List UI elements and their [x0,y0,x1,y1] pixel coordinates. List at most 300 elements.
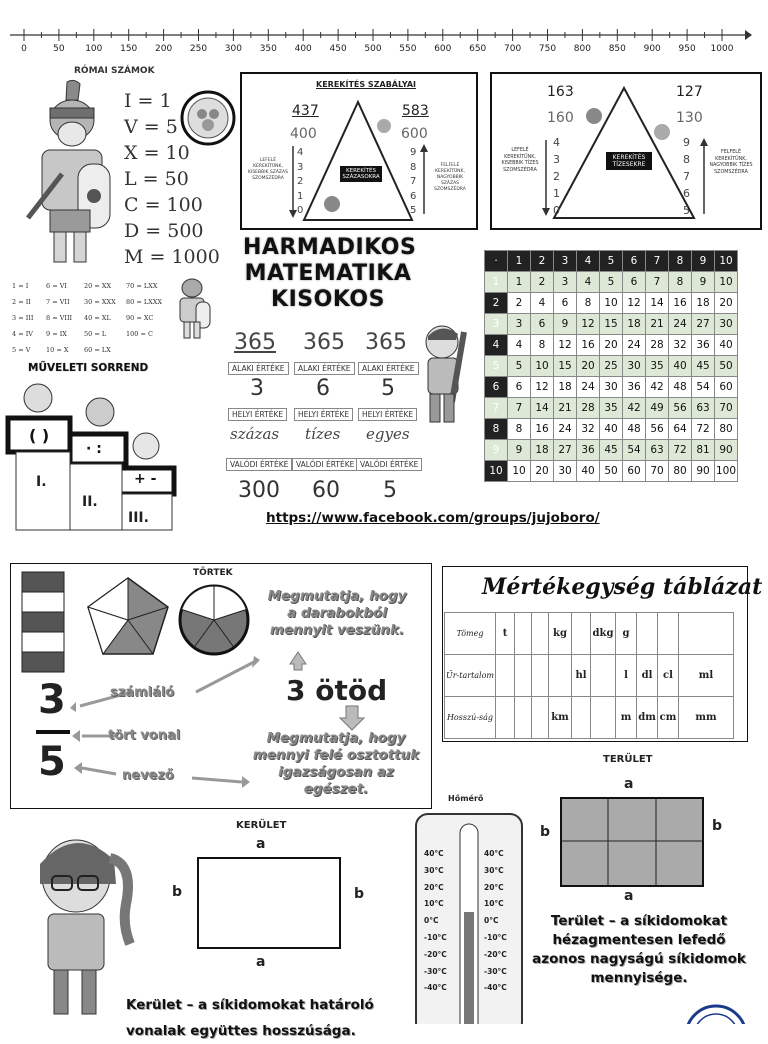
number-line-label: 300 [224,44,242,54]
rounding-tens-left-top: 163 [547,84,574,100]
digit: 0 [297,205,304,216]
mult-row [485,440,738,461]
roman-extra-entry: 1 = I [12,282,29,290]
valodi-value: 5 [383,478,397,503]
alaki-label: ALAKI ÉRTÉKE [358,362,419,375]
units-cell: l [616,655,637,697]
roman-extra-entry: 10 = X [46,346,69,354]
digit: 2 [553,170,560,183]
place-value-number: 365 [365,330,407,355]
digit: 3 [553,153,560,166]
mult-cell: 28 [577,398,600,419]
area-a-bottom: a [624,888,634,904]
digit: 5 [410,205,417,216]
area-b-right: b [712,818,723,834]
fraction-word: 3 ötöd [286,674,388,707]
mult-cell: 45 [600,440,623,461]
scale-label: 10°C [424,899,444,909]
scale-label: -40°C [484,983,507,993]
digit: 2 [297,176,304,187]
mult-cell: 3 [508,314,531,335]
units-cell: mm [679,697,734,739]
mult-row-header: 5 [485,356,508,377]
mult-cell: 35 [646,356,669,377]
roman-extra-entry: 90 = XC [126,314,154,322]
valodi-label: VALÓDI ÉRTÉKE [292,458,358,471]
mult-cell: 8 [669,272,692,293]
podium-step-2: II. [82,494,98,510]
mult-row [485,314,738,335]
mult-cell: 54 [692,377,715,398]
scale-label: 30°C [424,865,444,875]
mult-header-cell: 9 [692,251,715,272]
number-line-label: 850 [608,44,626,54]
rounding-hundreds-left-digits [297,146,303,219]
digit: 4 [297,147,304,158]
mult-cell: 6 [554,293,577,314]
units-cell [572,613,591,655]
number-line-label: 200 [155,44,173,54]
roman-extra-entry: 8 = VIII [46,314,73,322]
kid-with-pencil-illustration [420,322,476,428]
mult-cell: 21 [646,314,669,335]
number-line-label: 50 [53,44,65,54]
roman-extra-entry: 60 = LX [84,346,111,354]
mult-cell: 8 [531,335,554,356]
mult-cell: 20 [577,356,600,377]
fraction-top-explanation: Megmutatja, hogy a darabokból mennyit veszünk. [267,588,407,638]
mult-row-header: 1 [485,272,508,293]
rounding-title: KEREKÍTÉS SZABÁLYAI [316,80,417,89]
mult-cell: 15 [600,314,623,335]
mult-row [485,419,738,440]
digit: 4 [553,136,560,149]
mult-row-header: 9 [485,440,508,461]
mult-cell: 5 [600,272,623,293]
scale-label: -10°C [484,932,507,942]
units-cell: cl [658,655,679,697]
mult-header-cell: 3 [554,251,577,272]
mult-cell: 50 [600,461,623,482]
mult-cell: 9 [692,272,715,293]
mult-cell: 25 [600,356,623,377]
roman-extra-entry: 80 = LXXX [126,298,163,306]
area-title: TERÜLET [603,754,653,765]
digit: 7 [683,170,690,183]
units-cell: dkg [591,613,616,655]
number-line [0,10,768,60]
mult-cell: 18 [531,440,554,461]
units-row-label: Hosszú-ság [445,697,496,739]
title-line: MATEMATIKA [244,261,412,286]
units-cell [572,697,591,739]
rounding-hundreds-left-top: 437 [292,103,319,119]
mult-row [485,293,738,314]
number-line-label: 1000 [710,44,734,54]
perimeter-a-top: a [256,836,266,852]
mult-row [485,356,738,377]
mult-cell: 56 [669,398,692,419]
fraction-bottom-explanation: Megmutatja, hogy mennyi felé osztottuk igazságosan az egészet. [252,730,420,797]
mult-cell: 12 [554,335,577,356]
mult-cell: 48 [623,419,646,440]
mult-cell: 1 [508,272,531,293]
mult-cell: 10 [508,461,531,482]
units-cell [496,697,515,739]
alaki-value: 3 [250,376,264,401]
digit: 1 [553,187,560,200]
mult-cell: 64 [669,419,692,440]
mult-cell: 2 [508,293,531,314]
roman-entry: V = 5 [124,116,178,138]
mult-cell: 9 [508,440,531,461]
mult-row-header: 6 [485,377,508,398]
rounding-hundreds-left-note: LEFELÉ KEREKÍTÜNK, KISEBBIK SZÁZAS SZOMSZÉDRA [248,158,288,181]
digit: 5 [683,204,690,217]
roman-extra-entry: 40 = XL [84,314,111,322]
number-text: 365 [303,330,345,355]
mult-cell: 54 [623,440,646,461]
units-cell [549,655,572,697]
thermometer-title: Hőmérő [448,794,484,803]
mult-cell: 20 [600,335,623,356]
mult-cell: 12 [531,377,554,398]
digit: 9 [683,136,690,149]
mult-cell: 27 [554,440,577,461]
mult-cell: 14 [531,398,554,419]
roman-extra-entry: 70 = LXX [126,282,158,290]
units-cell: ml [679,655,734,697]
mult-header-cell: 5 [600,251,623,272]
mult-cell: 10 [600,293,623,314]
fraction-bar [36,730,70,734]
scale-label: 20°C [424,882,444,892]
mult-cell: 16 [577,335,600,356]
mult-row [485,335,738,356]
rounding-tens-left-digits [553,134,560,219]
units-cell: g [616,613,637,655]
number-line-label: 250 [189,44,208,54]
number-line-label: 650 [469,44,487,54]
mult-cell: 28 [646,335,669,356]
number-line-label: 800 [573,44,591,54]
helyi-label: HELYI ÉRTÉKE [358,408,417,421]
rounding-tens-center-label: KEREKÍTÉS TÍZESEKRE [606,152,652,170]
digit: 7 [410,176,417,187]
roman-soldier-illustration [22,78,122,268]
units-cell [515,655,532,697]
units-cell [532,655,549,697]
scale-label: -10°C [424,932,447,942]
rounding-hundreds-right-top: 583 [402,103,429,119]
units-cell [591,655,616,697]
mult-cell: 4 [577,272,600,293]
mult-cell: 12 [623,293,646,314]
scale-label: -30°C [484,966,507,976]
operation-symbol-3: + - [134,471,157,487]
rounding-tens-left-round: 160 [547,110,574,126]
podium-step-1: I. [36,474,47,490]
operation-symbol-1: ( ) [29,426,50,445]
scale-label: 0°C [484,916,499,926]
mult-cell: 18 [623,314,646,335]
number-line-label: 550 [399,44,417,54]
mult-cell: 7 [646,272,669,293]
thermometer-left-scale [424,846,447,997]
mult-cell: 40 [669,356,692,377]
logo-seal-icon [180,90,236,146]
roman-extra-entry: 20 = XX [84,282,112,290]
roman-extra-entry: 30 = XXX [84,298,116,306]
units-cell [658,613,679,655]
perimeter-title: KERÜLET [236,820,287,831]
units-cell [515,697,532,739]
number-line-label: 100 [85,44,103,54]
mult-cell: 80 [715,419,738,440]
roman-extra-entry: 7 = VII [46,298,70,306]
alaki-value: 6 [316,376,330,401]
helyi-value: tízes [305,425,341,443]
place-value-number: 365 [234,330,276,355]
mult-cell: 30 [715,314,738,335]
mult-cell: 70 [646,461,669,482]
roman-entry: C = 100 [124,194,203,216]
units-cell [496,655,515,697]
girl-with-glasses-illustration [26,824,138,1020]
units-cell: cm [658,697,679,739]
mult-cell: 40 [577,461,600,482]
units-cell: kg [549,613,572,655]
scale-label: -40°C [424,983,447,993]
mult-cell: 45 [692,356,715,377]
mult-cell: 20 [715,293,738,314]
mult-cell: 32 [577,419,600,440]
mult-cell: 70 [715,398,738,419]
mult-cell: 36 [623,377,646,398]
digit: 1 [297,190,304,202]
denominator-label: nevező [122,768,174,783]
perimeter-definition: Kerület – a síkidomokat határoló vonalak együttes hosszúsága. [126,997,374,1039]
mult-cell: 18 [692,293,715,314]
roman-entry: M = 1000 [124,246,220,268]
mult-cell: 24 [554,419,577,440]
digit: 3 [297,161,304,173]
perimeter-rectangle [197,857,341,949]
mult-header-cell: 1 [508,251,531,272]
mult-cell: 60 [715,377,738,398]
mult-cell: 4 [531,293,554,314]
roman-extra-entry: 50 = L [84,330,107,338]
scale-label: 40°C [484,849,504,858]
mult-cell: 30 [554,461,577,482]
mult-cell: 5 [508,356,531,377]
mult-cell: 24 [577,377,600,398]
scale-label: 20°C [484,882,504,892]
mult-cell: 56 [646,419,669,440]
alaki-label: ALAKI ÉRTÉKE [228,362,289,375]
scale-label: 30°C [484,865,504,875]
mult-cell: 3 [554,272,577,293]
scale-label: -20°C [484,949,507,959]
mult-cell: 50 [715,356,738,377]
number-line-label: 500 [364,44,382,54]
mult-row-header: 3 [485,314,508,335]
rounding-hundreds-right-note: FELFELÉ KEREKÍTÜNK, NAGYOBBIK SZÁZAS SZOMSZÉDRA [434,163,466,192]
number-line-label: 600 [434,44,452,54]
area-definition: Terület – a síkidomokat hézagmentesen lefedő azonos nagyságú síkidomok mennyisége. [532,913,746,986]
units-cell [637,613,658,655]
mult-cell: 42 [623,398,646,419]
mult-cell: 6 [623,272,646,293]
rounding-hundreds-center-label: KEREKÍTÉS SZÁZASOKRA [340,166,382,182]
mult-cell: 18 [554,377,577,398]
mult-cell: 49 [646,398,669,419]
operations-title: MŰVELETI SORREND [28,362,149,374]
mult-cell: 8 [508,419,531,440]
small-soldier-illustration [172,276,214,340]
roman-extra-entry: 3 = III [12,314,34,322]
scale-label: -20°C [424,949,447,959]
helyi-label: HELYI ÉRTÉKE [228,408,287,421]
mult-cell: 6 [531,314,554,335]
roman-extra-entry: 2 = II [12,298,31,306]
units-cell: km [549,697,572,739]
mult-cell: 7 [508,398,531,419]
number-line-label: 450 [329,44,347,54]
units-title: Mértékegység táblázat [482,574,763,600]
mult-row-header: 8 [485,419,508,440]
units-cell [532,613,549,655]
mult-cell: 72 [692,419,715,440]
mult-corner-cell: · [485,251,508,272]
roman-extra-entry: 5 = V [12,346,31,354]
mult-row-header: 10 [485,461,508,482]
rounding-tens-left-note: LEFELÉ KEREKÍTÜNK, KISEBBIK TÍZES SZOMSZÉDRA [501,148,539,173]
roman-extra-entry: 6 = VI [46,282,67,290]
helyi-value: egyes [366,425,410,443]
mult-cell: 6 [508,377,531,398]
units-row-label: Űr-tartalom [445,655,496,697]
title-line: HARMADIKOS [243,235,417,260]
mult-cell: 24 [623,335,646,356]
mult-cell: 10 [715,272,738,293]
mult-cell: 63 [692,398,715,419]
scale-label: -30°C [424,966,447,976]
mult-cell: 72 [669,440,692,461]
helyi-value: százas [230,425,280,443]
digit: 8 [410,161,417,173]
title-line: KISOKOS [271,287,385,312]
valodi-value: 300 [238,478,280,503]
mult-cell: 90 [715,440,738,461]
mult-cell: 30 [623,356,646,377]
number-line-arrow-icon [745,30,752,40]
valodi-label: VALÓDI ÉRTÉKE [356,458,422,471]
units-cell [591,697,616,739]
units-cell: hl [572,655,591,697]
mult-cell: 81 [692,440,715,461]
mult-cell: 15 [554,356,577,377]
mult-row-header: 2 [485,293,508,314]
roman-entry: X = 10 [124,142,190,164]
mult-cell: 48 [669,377,692,398]
roman-entry: L = 50 [124,168,189,190]
mult-cell: 2 [531,272,554,293]
numerator-label: számláló [110,685,175,700]
roman-extra-entry: 9 = IX [46,330,67,338]
mult-cell: 36 [577,440,600,461]
area-grid-illustration [560,797,704,887]
rounding-tens-right-top: 127 [676,84,703,100]
mult-header-cell: 4 [577,251,600,272]
units-table [444,612,734,739]
mult-row [485,398,738,419]
number-line-label: 400 [294,44,312,54]
mult-header-cell: 6 [623,251,646,272]
mult-header-cell: 10 [715,251,738,272]
number-line-label: 950 [678,44,696,54]
roman-title: RÓMAI SZÁMOK [74,66,155,76]
place-value-number [303,330,345,355]
facebook-group-link[interactable]: https://www.facebook.com/groups/jujoboro/ [266,510,600,526]
mult-cell: 30 [600,377,623,398]
scale-label: 0°C [424,916,439,926]
roman-extra-entry: 100 = C [126,330,153,338]
number-line-label: 700 [504,44,522,54]
rounding-hundreds-right-digits [410,146,416,219]
mult-cell: 16 [531,419,554,440]
perimeter-b-left: b [172,884,183,900]
digit: 8 [683,153,690,166]
mult-cell: 9 [554,314,577,335]
mult-cell: 36 [692,335,715,356]
alaki-label: ALAKI ÉRTÉKE [294,362,355,375]
perimeter-a-bottom: a [256,954,266,970]
mult-cell: 16 [669,293,692,314]
perimeter-b-right: b [354,886,365,902]
roman-entry: I = 1 [124,90,172,112]
rounding-tens-right-note: FELFELÉ KEREKÍTÜNK, NAGYOBBIK TÍZES SZOMSZÉDRA [709,150,753,175]
number-line-label: 900 [643,44,661,54]
mult-row-header: 7 [485,398,508,419]
number-line-label: 350 [259,44,277,54]
units-cell: dl [637,655,658,697]
roman-extra-entry: 4 = IV [12,330,33,338]
digit: 6 [410,190,417,202]
mult-cell: 80 [669,461,692,482]
digit: 0 [553,204,560,217]
units-cell [515,613,532,655]
number-line-label: 150 [120,44,138,54]
mult-row [485,272,738,293]
fractions-title: TÖRTEK [193,568,233,578]
number-line-label: 750 [538,44,557,54]
scale-label: 10°C [484,899,504,909]
rounding-tens-right-digits [683,134,690,219]
rounding-hundreds-left-round: 400 [290,126,317,142]
units-cell [679,613,734,655]
units-cell: t [496,613,515,655]
mult-cell: 32 [669,335,692,356]
number-line-label: 0 [21,44,27,54]
area-b-left: b [540,824,551,840]
mult-cell: 90 [692,461,715,482]
mult-cell: 21 [554,398,577,419]
digit: 6 [683,187,690,200]
mult-cell: 35 [600,398,623,419]
mult-row [485,461,738,482]
mult-row [485,377,738,398]
